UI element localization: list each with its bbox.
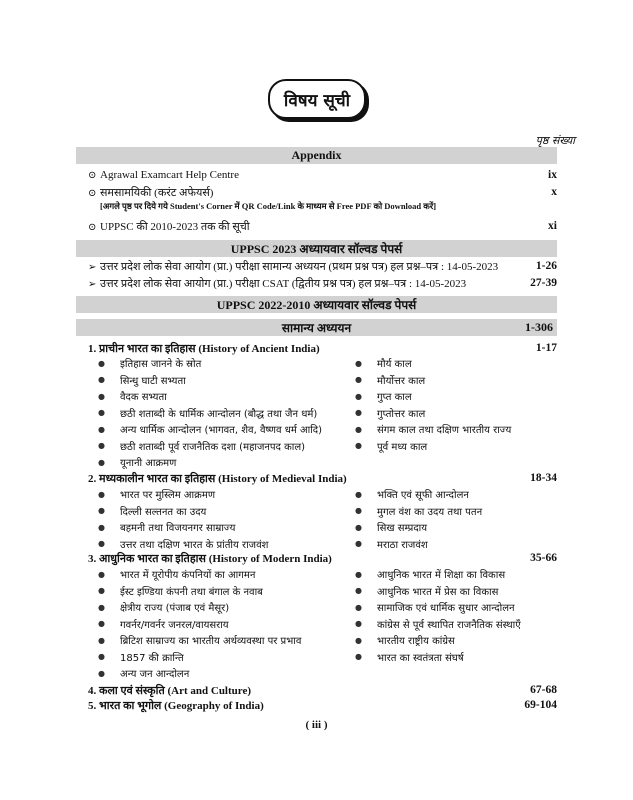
page-number-header: पृष्ठ संख्या bbox=[535, 134, 575, 147]
bullet-icon: ● bbox=[98, 522, 105, 532]
bullet-icon: ● bbox=[355, 652, 362, 662]
topic-list-left bbox=[98, 566, 301, 682]
topic-item: ● आधुनिक भारत में शिक्षा का विकास bbox=[355, 569, 506, 582]
bullet-icon: ● bbox=[355, 375, 362, 385]
bullet-icon: ● bbox=[355, 635, 362, 645]
topic-item: ● दिल्ली सल्तनत का उदय bbox=[98, 506, 207, 518]
topic-item: ● ब्रिटिश साम्राज्य का भारतीय अर्थव्यवस्था पर प्रभाव bbox=[98, 635, 302, 648]
circled-dot-icon: ⊙ bbox=[88, 221, 97, 233]
topic-item: ● वैदक सभ्यता bbox=[98, 391, 167, 404]
circled-dot-icon: ⊙ bbox=[88, 170, 97, 181]
bullet-icon: ● bbox=[98, 441, 105, 451]
download-note: [अगले पृष्ठ पर दिये गये Student's Corner में QR Code/Link के माध्यम से Free PDF को Download करें] bbox=[100, 201, 437, 211]
bullet-icon: ● bbox=[355, 506, 362, 516]
section-modern-india[interactable]: 3. आधुनिक भारत का इतिहास (History of Modern India) 35-66 bbox=[88, 552, 557, 565]
topic-item: ● क्षेत्रीय राज्य (पंजाब एवं मैसूर) bbox=[98, 602, 230, 615]
topic-list-right bbox=[355, 355, 511, 454]
bullet-icon: ● bbox=[355, 358, 362, 368]
topic-item: ● भारतीय राष्ट्रीय कांग्रेस bbox=[355, 635, 455, 648]
section-medieval-india[interactable]: 2. मध्यकालीन भारत का इतिहास (History of Medieval India) 18-34 bbox=[88, 472, 557, 485]
arrow-bullet-icon: ➢ bbox=[88, 261, 97, 273]
bullet-icon: ● bbox=[98, 635, 105, 645]
topic-item: ● भारत पर मुस्लिम आक्रमण bbox=[98, 489, 216, 502]
bullet-icon: ● bbox=[98, 424, 105, 434]
topic-item: ● सिख सम्प्रदाय bbox=[355, 522, 428, 535]
page-title: विषय सूची bbox=[268, 79, 366, 119]
bullet-icon: ● bbox=[98, 375, 105, 385]
topic-item: ● भक्ति एवं सूफी आन्दोलन bbox=[355, 489, 469, 502]
appendix-item[interactable]: ⊙ Agrawal Examcart Help Centre ix bbox=[88, 169, 557, 181]
topic-item: ● मराठा राजवंश bbox=[355, 539, 428, 551]
topic-item: ● भारत का स्वतंत्रता संघर्ष bbox=[355, 652, 464, 664]
topic-item: ● गुप्त काल bbox=[355, 391, 412, 404]
topic-item: ● उत्तर तथा दक्षिण भारत के प्रांतीय राजवंश bbox=[98, 539, 269, 551]
bullet-icon: ● bbox=[98, 506, 105, 516]
bullet-icon: ● bbox=[98, 539, 105, 549]
bullet-icon: ● bbox=[98, 569, 105, 579]
bullet-icon: ● bbox=[98, 652, 105, 662]
bullet-icon: ● bbox=[355, 522, 362, 532]
topic-item: ● यूनानी आक्रमण bbox=[98, 457, 177, 470]
topic-item: ● इतिहास जानने के स्रोत bbox=[98, 358, 202, 371]
topic-item: ● बहमनी तथा विजयनगर साम्राज्य bbox=[98, 522, 236, 535]
bullet-icon: ● bbox=[98, 586, 105, 596]
bullet-icon: ● bbox=[98, 619, 105, 629]
bullet-icon: ● bbox=[355, 408, 362, 418]
topic-item: ● सिन्धु घाटी सभ्यता bbox=[98, 375, 186, 387]
appendix-item[interactable]: ⊙ समसामयिकी (करंट अफेयर्स) x bbox=[88, 186, 557, 199]
circled-dot-icon: ⊙ bbox=[88, 187, 97, 199]
bullet-icon: ● bbox=[355, 619, 362, 629]
section-geography-india[interactable]: 5. भारत का भूगोल (Geography of India) 69-104 bbox=[88, 699, 557, 712]
topic-list-right bbox=[355, 566, 521, 665]
paper-item[interactable]: ➢ उत्तर प्रदेश लोक सेवा आयोग (प्रा.) परीक्षा CSAT (द्वितीय प्रश्न पत्र) हल प्रश्न–पत्र : 14-05-2023 27-39 bbox=[88, 277, 557, 290]
topic-list-left bbox=[98, 355, 322, 471]
bullet-icon: ● bbox=[355, 602, 362, 612]
general-studies-heading: सामान्य अध्ययन 1-306 bbox=[76, 319, 557, 336]
topic-item: ● आधुनिक भारत में प्रेस का विकास bbox=[355, 586, 499, 598]
uppsc-2022-2010-heading: UPPSC 2022-2010 अध्यायवार सॉल्वड पेपर्स bbox=[76, 296, 557, 313]
topic-item: ● सामाजिक एवं धार्मिक सुधार आन्दोलन bbox=[355, 602, 515, 615]
topic-item: ● भारत में यूरोपीय कंपनियों का आगमन bbox=[98, 569, 256, 582]
topic-item: ● पूर्व मध्य काल bbox=[355, 441, 428, 453]
bullet-icon: ● bbox=[355, 391, 362, 401]
bullet-icon: ● bbox=[355, 489, 362, 499]
bullet-icon: ● bbox=[98, 391, 105, 401]
paper-item[interactable]: ➢ उत्तर प्रदेश लोक सेवा आयोग (प्रा.) परीक्षा सामान्य अध्ययन (प्रथम प्रश्न पत्र) हल प्रश्न–पत्र : 14-05-2023 1-26 bbox=[88, 260, 557, 273]
topic-item: ● मुगल वंश का उदय तथा पतन bbox=[355, 506, 483, 518]
topic-item: ● अन्य जन आन्दोलन bbox=[98, 668, 190, 681]
topic-item: ● ईस्ट इण्डिया कंपनी तथा बंगाल के नवाब bbox=[98, 586, 263, 598]
bullet-icon: ● bbox=[355, 539, 362, 549]
page-footer-number: ( iii ) bbox=[305, 719, 328, 731]
topic-item: ● संगम काल तथा दक्षिण भारतीय राज्य bbox=[355, 424, 512, 437]
section-ancient-india[interactable]: 1. प्राचीन भारत का इतिहास (History of Ancient India) 1-17 bbox=[88, 342, 557, 355]
topic-item: ● 1857 की क्रान्ति bbox=[98, 652, 184, 664]
topic-list-left bbox=[98, 486, 268, 552]
uppsc-2023-heading: UPPSC 2023 अध्यायवार सॉल्वड पेपर्स bbox=[76, 240, 557, 257]
topic-item: ● कांग्रेस से पूर्व स्थापित राजनैतिक संस्थाएँ bbox=[355, 619, 521, 631]
bullet-icon: ● bbox=[355, 569, 362, 579]
section-art-culture[interactable]: 4. कला एवं संस्कृति (Art and Culture) 67-68 bbox=[88, 684, 557, 697]
topic-item: ● अन्य धार्मिक आन्दोलन (भागवत, शैव, वैष्णव धर्म आदि) bbox=[98, 424, 323, 437]
arrow-bullet-icon: ➢ bbox=[88, 278, 97, 290]
bullet-icon: ● bbox=[355, 441, 362, 451]
topic-item: ● छठी शताब्दी के धार्मिक आन्दोलन (बौद्ध तथा जैन धर्म) bbox=[98, 408, 318, 420]
bullet-icon: ● bbox=[98, 668, 105, 678]
appendix-item[interactable]: ⊙ UPPSC की 2010-2023 तक की सूची xi bbox=[88, 220, 557, 233]
topic-item: ● गुप्तोत्तर काल bbox=[355, 408, 426, 420]
topic-item: ● छठी शताब्दी पूर्व राजनैतिक दशा (महाजनपद काल) bbox=[98, 441, 306, 453]
appendix-heading: Appendix bbox=[76, 147, 557, 164]
topic-item: ● गवर्नर/गवर्नर जनरल/वायसराय bbox=[98, 619, 229, 631]
bullet-icon: ● bbox=[98, 408, 105, 418]
bullet-icon: ● bbox=[355, 424, 362, 434]
bullet-icon: ● bbox=[98, 489, 105, 499]
topic-item: ● मौर्योत्तर काल bbox=[355, 375, 426, 387]
bullet-icon: ● bbox=[98, 358, 105, 368]
topic-item: ● मौर्य काल bbox=[355, 358, 412, 371]
bullet-icon: ● bbox=[98, 457, 105, 467]
bullet-icon: ● bbox=[355, 586, 362, 596]
topic-list-right bbox=[355, 486, 482, 552]
bullet-icon: ● bbox=[98, 602, 105, 612]
